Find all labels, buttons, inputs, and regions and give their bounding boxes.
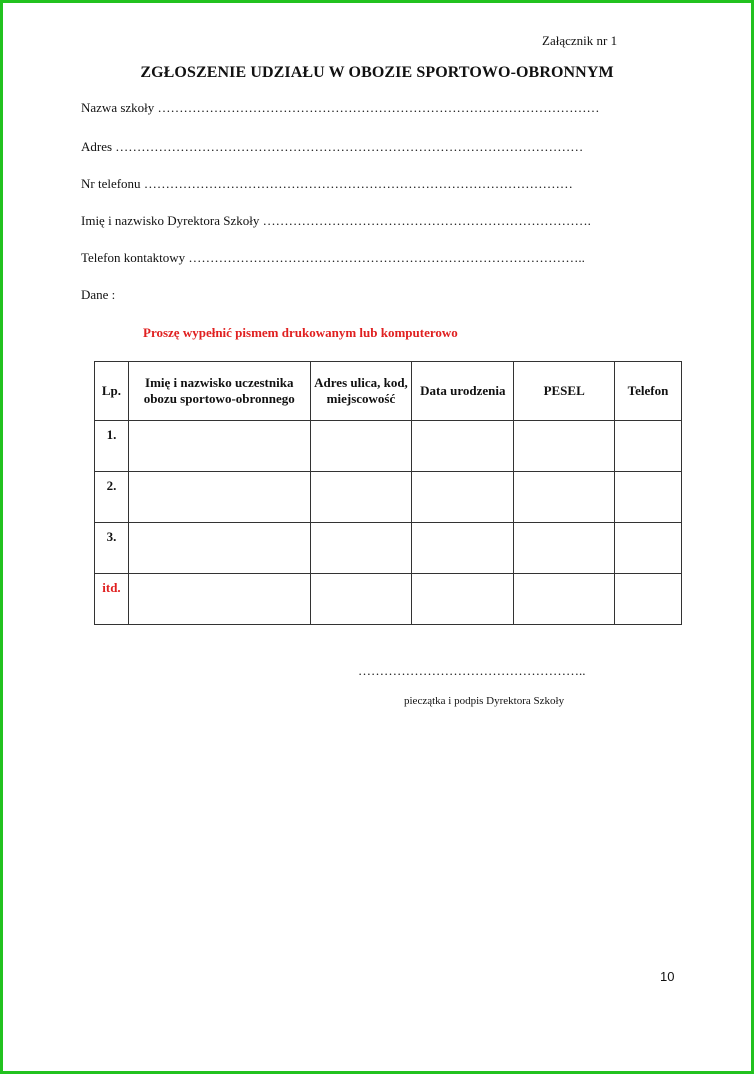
signature-line: …………………………………………….. <box>358 663 586 678</box>
address-cell[interactable] <box>310 421 412 472</box>
phone-cell[interactable] <box>615 472 682 523</box>
field-label: Dane : <box>81 287 116 302</box>
name-cell[interactable] <box>128 472 310 523</box>
phone-cell[interactable] <box>615 574 682 625</box>
form-title: ZGŁOSZENIE UDZIAŁU W OBOZIE SPORTOWO-OBRONNYM <box>140 64 614 81</box>
address-cell[interactable] <box>310 472 412 523</box>
field-dots: ……………………………………………………………………………………… <box>143 176 573 191</box>
pesel-cell[interactable] <box>514 523 615 574</box>
header-participant-name: Imię i nazwisko uczestnika obozu sportowo-obronnego <box>128 362 310 421</box>
name-cell[interactable] <box>128 523 310 574</box>
pesel-cell[interactable] <box>514 421 615 472</box>
pesel-cell[interactable] <box>514 574 615 625</box>
table-row <box>95 421 682 472</box>
phone-cell[interactable] <box>615 421 682 472</box>
phone-number-field[interactable] <box>81 176 573 192</box>
header-birth-date: Data urodzenia <box>412 362 514 421</box>
school-name-field[interactable] <box>81 100 600 116</box>
address-cell[interactable] <box>310 523 412 574</box>
row-number: 1. <box>95 421 129 472</box>
birth-date-cell[interactable] <box>412 421 514 472</box>
field-dots: …………………………………………………………………. <box>262 213 591 228</box>
name-cell[interactable] <box>128 421 310 472</box>
participants-table <box>94 361 682 625</box>
row-number: itd. <box>95 574 129 625</box>
pesel-cell[interactable] <box>514 472 615 523</box>
row-number: 3. <box>95 523 129 574</box>
field-label: Nazwa szkoły <box>81 100 155 115</box>
director-name-field[interactable] <box>81 213 591 229</box>
phone-cell[interactable] <box>615 523 682 574</box>
table-row <box>95 574 682 625</box>
address-cell[interactable] <box>310 574 412 625</box>
data-field <box>81 287 115 303</box>
header-address: Adres ulica, kod, miejscowość <box>310 362 412 421</box>
field-label: Telefon kontaktowy <box>81 250 186 265</box>
annex-label: Załącznik nr 1 <box>542 33 618 48</box>
address-field[interactable] <box>81 139 583 155</box>
page-number: 10 <box>660 969 675 984</box>
fill-instruction-note: Proszę wypełnić pismem drukowanym lub komputerowo <box>143 325 458 340</box>
field-dots: ……………………………………………………………………………….. <box>188 250 585 265</box>
field-dots: ……………………………………………………………………………………………… <box>115 139 584 154</box>
table-header-row <box>95 362 682 421</box>
table-row <box>95 472 682 523</box>
row-number: 2. <box>95 472 129 523</box>
field-label: Nr telefonu <box>81 176 141 191</box>
birth-date-cell[interactable] <box>412 523 514 574</box>
field-dots: ………………………………………………………………………………………… <box>157 100 600 115</box>
header-pesel: PESEL <box>514 362 615 421</box>
birth-date-cell[interactable] <box>412 472 514 523</box>
table-row <box>95 523 682 574</box>
contact-phone-field[interactable] <box>81 250 585 266</box>
birth-date-cell[interactable] <box>412 574 514 625</box>
header-phone: Telefon <box>615 362 682 421</box>
field-label: Adres <box>81 139 113 154</box>
name-cell[interactable] <box>128 574 310 625</box>
header-lp: Lp. <box>95 362 129 421</box>
field-label: Imię i nazwisko Dyrektora Szkoły <box>81 213 260 228</box>
signature-caption: pieczątka i podpis Dyrektora Szkoły <box>404 695 565 707</box>
